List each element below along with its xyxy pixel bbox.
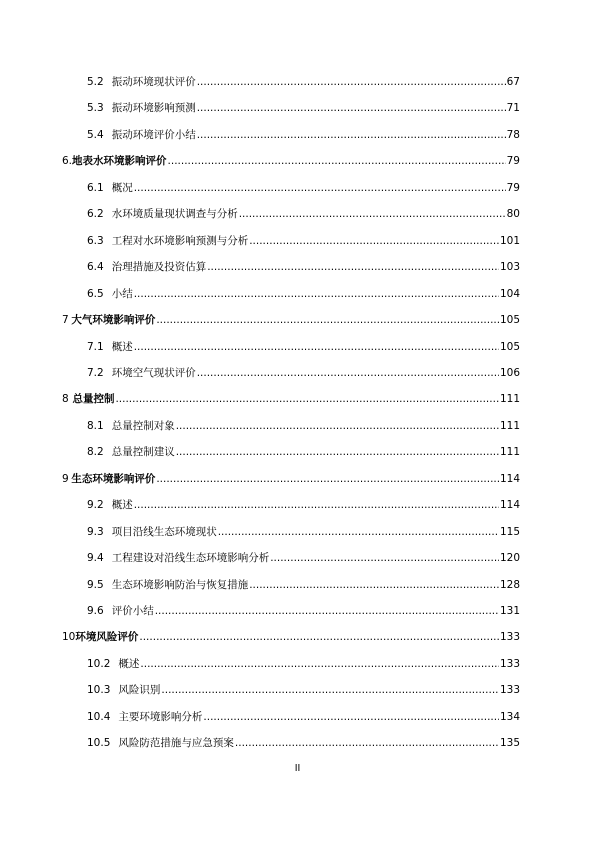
toc-entry-title: 环境空气现状评价	[111, 366, 196, 379]
toc-entry-title: 风险防范措施与应急预案	[118, 737, 234, 750]
toc-section-entry[interactable]	[87, 548, 520, 568]
toc-entry-number: 10.4	[87, 710, 111, 723]
toc-entry-number: 5.2	[87, 76, 104, 88]
toc-dot-leader	[134, 495, 499, 515]
toc-entry-number: 9.2	[87, 499, 104, 512]
toc-dot-leader	[197, 125, 506, 145]
toc-entry-title: 项目沿线生态环境现状	[111, 525, 217, 538]
toc-entry-page: 133	[499, 631, 520, 644]
toc-entry-title: 总量控制建议	[111, 446, 175, 459]
toc-section-entry[interactable]	[87, 72, 520, 92]
toc-entry-number: 6.3	[87, 234, 104, 247]
toc-dot-leader	[134, 284, 499, 304]
toc-entry-page: 106	[499, 366, 520, 379]
toc-chapter-entry[interactable]	[62, 389, 520, 409]
toc-dot-leader	[207, 257, 499, 277]
toc-entry-number: 5.3	[87, 102, 104, 115]
toc-entry-title: 风险识别	[118, 684, 161, 697]
toc-entry-title: 振动环境影响预测	[111, 102, 196, 115]
toc-entry-title: 总量控制对象	[111, 419, 175, 432]
toc-entry-number: 6.4	[87, 261, 104, 274]
toc-section-entry[interactable]	[87, 363, 520, 383]
toc-section-entry[interactable]	[87, 601, 520, 621]
toc-entry-title: 环境风险评价	[75, 631, 139, 644]
toc-dot-leader	[134, 178, 506, 198]
toc-entry-number: 5.4	[87, 128, 104, 141]
toc-entry-page: 133	[499, 657, 520, 670]
toc-section-entry[interactable]	[87, 204, 520, 224]
toc-entry-title: 生态环境影响评价	[71, 472, 156, 485]
toc-dot-leader	[197, 363, 499, 383]
toc-entry-page: 114	[499, 499, 520, 512]
toc-chapter-entry[interactable]	[62, 151, 520, 171]
toc-entry-title: 大气环境影响评价	[71, 314, 156, 327]
toc-entry-title: 概述	[111, 340, 133, 353]
toc-section-entry[interactable]	[87, 495, 520, 515]
toc-entry-number: 10	[62, 631, 76, 644]
toc-entry-page: 71	[506, 102, 520, 115]
toc-entry-page: 105	[499, 340, 520, 353]
toc-entry-page: 111	[499, 393, 520, 406]
toc-entry-number: 6.5	[87, 287, 104, 300]
toc-chapter-entry[interactable]	[62, 469, 520, 489]
toc-entry-title: 评价小结	[111, 605, 154, 617]
toc-dot-leader	[197, 72, 506, 92]
toc-entry-title: 总量控制	[72, 393, 115, 406]
toc-entry-page: 101	[499, 234, 520, 247]
toc-dot-leader	[140, 654, 499, 674]
toc-entry-title: 振动环境现状评价	[111, 76, 196, 88]
toc-entry-number: 10.3	[87, 684, 111, 697]
toc-entry-title: 振动环境评价小结	[111, 128, 196, 141]
toc-entry-number: 6.	[62, 155, 73, 168]
toc-entry-number: 10.5	[87, 737, 111, 750]
toc-entry-page: 80	[506, 208, 520, 221]
toc-section-entry[interactable]	[87, 707, 520, 727]
toc-dot-leader	[156, 469, 499, 489]
toc-entry-title: 生态环境影响防治与恢复措施	[111, 578, 249, 591]
toc-dot-leader	[197, 98, 506, 118]
toc-dot-leader	[249, 231, 499, 251]
toc-entry-page: 67	[506, 76, 520, 88]
toc-section-entry[interactable]	[87, 654, 520, 674]
toc-entry-page: 135	[499, 737, 520, 750]
toc-dot-leader	[115, 389, 499, 409]
toc-entry-number: 7	[62, 314, 69, 327]
toc-dot-leader	[156, 310, 499, 330]
toc-dot-leader	[176, 442, 499, 462]
toc-entry-page: 114	[499, 472, 520, 485]
toc-entry-number: 8	[62, 393, 69, 406]
toc-entry-title: 工程对水环境影响预测与分析	[111, 234, 249, 247]
toc-dot-leader	[203, 707, 499, 727]
toc-dot-leader	[155, 601, 499, 621]
toc-entry-page: 133	[499, 684, 520, 697]
toc-entry-number: 7.1	[87, 340, 104, 353]
toc-entry-number: 7.2	[87, 366, 104, 379]
toc-section-entry[interactable]	[87, 98, 520, 118]
toc-dot-leader	[218, 522, 499, 542]
toc-entry-title: 治理措施及投资估算	[111, 261, 207, 274]
toc-dot-leader	[168, 151, 506, 171]
toc-entry-page: 78	[506, 128, 520, 141]
toc-entry-page: 104	[499, 287, 520, 300]
toc-section-entry[interactable]	[87, 416, 520, 436]
toc-entry-page: 79	[506, 155, 520, 168]
toc-entry-title: 工程建设对沿线生态环境影响分析	[111, 552, 270, 565]
toc-entry-page: 131	[499, 605, 520, 617]
toc-section-entry[interactable]	[87, 733, 520, 753]
toc-chapter-entry[interactable]	[62, 627, 520, 647]
toc-section-entry[interactable]	[87, 125, 520, 145]
toc-entry-title: 概述	[111, 499, 133, 512]
toc-entry-page: 120	[499, 552, 520, 565]
toc-dot-leader	[270, 548, 499, 568]
toc-entry-title: 概况	[111, 181, 133, 194]
toc-dot-leader	[139, 627, 499, 647]
toc-entry-page: 134	[499, 710, 520, 723]
toc-entry-number: 9.4	[87, 552, 104, 565]
toc-entry-page: 128	[499, 578, 520, 591]
toc-entry-number: 6.1	[87, 181, 104, 194]
toc-section-entry[interactable]	[87, 284, 520, 304]
toc-section-entry[interactable]	[87, 680, 520, 700]
toc-entry-title: 水环境质量现状调查与分析	[111, 208, 238, 221]
toc-section-entry[interactable]	[87, 442, 520, 462]
toc-entry-page: 79	[506, 181, 520, 194]
toc-section-entry[interactable]	[87, 178, 520, 198]
toc-entry-page: 105	[499, 314, 520, 327]
toc-dot-leader	[239, 204, 506, 224]
toc-chapter-entry[interactable]	[62, 310, 520, 330]
toc-entry-number: 8.1	[87, 419, 104, 432]
toc-dot-leader	[134, 337, 499, 357]
toc-section-entry[interactable]	[87, 522, 520, 542]
toc-entry-page: 103	[499, 261, 520, 274]
page-number: II	[294, 763, 301, 774]
toc-section-entry[interactable]	[87, 575, 520, 595]
toc-dot-leader	[249, 575, 499, 595]
toc-entry-number: 9.3	[87, 525, 104, 538]
toc-dot-leader	[161, 680, 499, 700]
toc-entry-page: 111	[499, 446, 520, 459]
toc-dot-leader	[235, 733, 499, 753]
toc-section-entry[interactable]	[87, 257, 520, 277]
toc-dot-leader	[176, 416, 499, 436]
toc-entry-number: 9	[62, 472, 69, 485]
toc-entry-number: 9.6	[87, 605, 104, 617]
toc-entry-number: 9.5	[87, 578, 104, 591]
toc-entry-title: 地表水环境影响评价	[72, 155, 167, 168]
toc-section-entry[interactable]	[87, 231, 520, 251]
toc-entry-number: 8.2	[87, 446, 104, 459]
toc-entry-number: 10.2	[87, 657, 111, 670]
toc-entry-number: 6.2	[87, 208, 104, 221]
toc-entry-title: 主要环境影响分析	[118, 710, 203, 723]
toc-entry-page: 115	[499, 525, 520, 538]
toc-entry-page: 111	[499, 419, 520, 432]
toc-section-entry[interactable]	[87, 337, 520, 357]
toc-entry-title: 概述	[118, 657, 140, 670]
toc-entry-title: 小结	[111, 287, 133, 300]
